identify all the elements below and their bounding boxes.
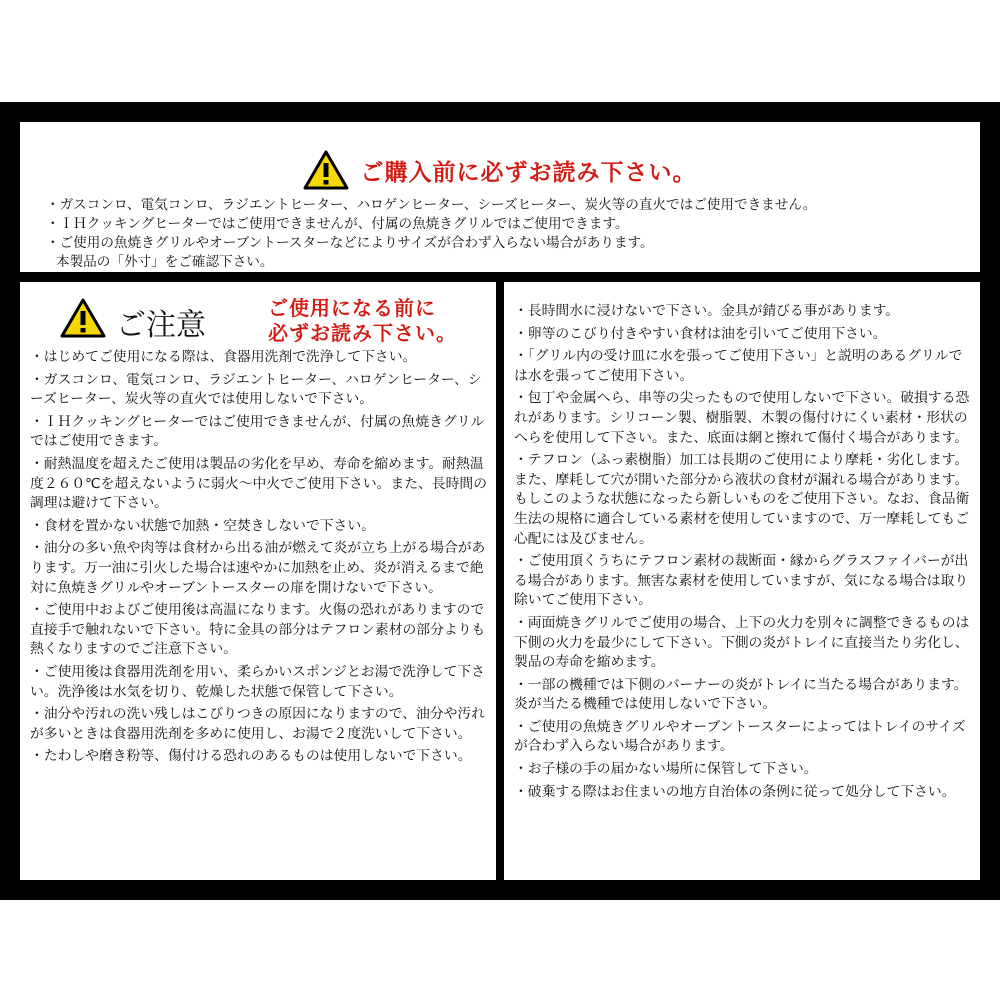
list-item: ・破棄する際はお住まいの地方自治体の条例に従って処分して下さい。 [514,783,956,800]
caution-heading [60,298,490,348]
caution-right-list [514,302,972,805]
caution-subtitle-line-1: ご使用になる前に [268,296,436,320]
list-item: ・食材を置かない状態で加熱・空焚きしないで下さい。 [30,517,375,534]
list-item: ・ガスコンロ、電気コンロ、ラジエントヒーター、ハロゲンヒーター、シーズヒーター、炭火等の直火ではご使用できません。 [46,197,817,213]
list-item: ・両面焼きグリルでご使用の場合、上下の火力を別々に調整できるものは下側の火力を最少にして下さい。下側の炎がトレイに直接当たり劣化し、製品の寿命を縮めます。 [514,614,970,671]
list-item: ・たわしや磨き粉等、傷付ける恐れのあるものは使用しないで下さい。 [30,748,472,765]
list-item: ・包丁や金属へら、串等の尖ったもので使用しないで下さい。破損する恐れがあります。シリコーン製、樹脂製、木製の傷付けにくい素材・形状のへらを使用して下さい。また、底面は網と擦れて傷付く場合があります。 [514,390,970,446]
warning-icon [303,150,349,190]
list-item: ・ガスコンロ、電気コンロ、ラジエントヒーター、ハロゲンヒーター、シーズヒーター、炭火等の直火では使用しないで下さい。 [30,371,482,408]
list-item: ・ご使用頂くうちにテフロン素材の裁断面・縁からグラスファイバーが出る場合があります。無害な素材を使用していますが、気になる場合は取り除いてご使用下さい。 [514,553,969,609]
list-item: ・卵等のこびり付きやすい食材は油を引いてご使用下さい。 [514,325,887,342]
warning-icon [60,298,106,338]
list-item: ・ご使用中およびご使用後は高温になります。火傷の恐れがありますので直接手で触れないで下さい。特に金具の部分はテフロン素材の部分よりも熱くなりますのでご注意下さい。 [30,602,486,658]
list-item: ・ご使用の魚焼きグリルやオーブントースターによってはトレイのサイズが合わず入らない場合があります。 [514,718,966,755]
list-item: ・ご使用後は食器用洗剤を用い、柔らかいスポンジとお湯で洗浄して下さい。洗浄後は水気を切り、乾燥した状態で保管して下さい。 [30,663,485,700]
caution-subtitle-line-2: 必ずお読み下さい。 [268,321,457,345]
list-item: ・はじめてご使用になる際は、食器用洗剤で洗浄して下さい。 [30,349,417,365]
pre-purchase-heading [20,150,980,190]
caution-label: ご注意 [116,308,206,343]
list-item: ・ＩＨクッキングヒーターではご使用できませんが、付属の魚焼きグリルではご使用できます。 [46,216,629,232]
list-item: ・油分の多い魚や肉等は食材から出る油が燃えて炎が立ち上がる場合があります。万一油に引火した場合は速やかに加熱を止め、炎が消えるまで絶対に魚焼きグリルやオーブントースターの扉を開けないで下さい。 [30,540,486,596]
list-item: ・お子様の手の届かない場所に保管して下さい。 [514,761,818,778]
list-item: ・長時間水に浸けないで下さい。金具が錆びる事があります。 [514,303,900,319]
caution-right-panel [504,282,980,880]
list-item: ・耐熱温度を超えたご使用は製品の劣化を早め、寿命を縮めます。耐熱温度２６０℃を超えないように弱火～中火でご使用下さい。また、長時間の調理は避けて下さい。 [30,455,487,512]
size-check-note: 本製品の「外寸」をご確認下さい。 [56,254,274,270]
pre-purchase-panel [20,122,980,272]
list-item: ・ＩＨクッキングヒーターではご使用できませんが、付属の魚焼きグリルではご使用できます。 [30,413,485,450]
caution-left-panel [20,282,496,880]
pre-purchase-list [46,196,816,253]
list-item: ・「グリル内の受け皿に水を張ってご使用下さい」と説明のあるグリルでは水を張ってご使用下さい。 [514,348,963,384]
caution-left-list [30,348,488,770]
list-item: ・油分や汚れの洗い残しはこびりつきの原因になりますので、油分や汚れが多いときは食器用洗剤を多めに使用し、お湯で２度洗いして下さい。 [30,706,486,742]
caution-subtitle [268,296,457,346]
notice-frame [0,102,1000,900]
list-item: ・一部の機種では下側のバーナーの炎がトレイに当たる場合があります。炎が当たる機種では使用しないで下さい。 [514,676,968,713]
pre-purchase-title: ご購入前に必ずお読み下さい。 [360,159,697,186]
list-item: ・ご使用の魚焼きグリルやオーブントースターなどによりサイズが合わず入らない場合があります。 [46,235,654,251]
list-item: ・テフロン（ふっ素樹脂）加工は長期のご使用により摩耗・劣化します。また、摩耗して穴が開いた部分から液状の食材が漏れる場合があります。もしこのような状態になったら新しいものをご使用下さい。なお、食品衛生法の規格に適合している素材を使用していますので、万一摩耗してもご心配には及びません。 [514,452,970,547]
